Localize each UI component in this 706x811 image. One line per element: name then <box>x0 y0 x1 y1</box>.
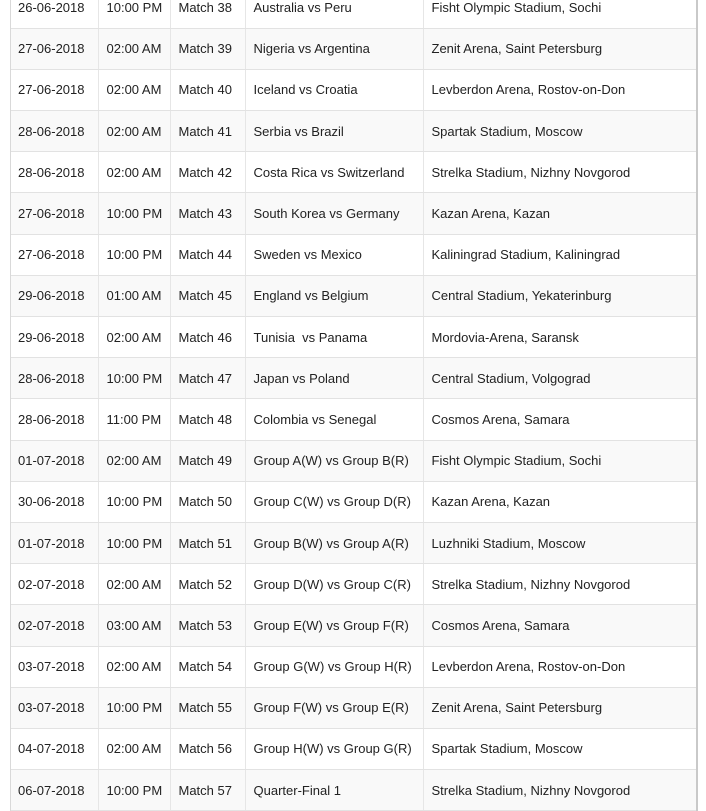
match-number: Match 41 <box>170 111 245 152</box>
match-number: Match 47 <box>170 358 245 399</box>
match-time: 02:00 AM <box>98 440 170 481</box>
table-row <box>10 522 698 563</box>
table-row <box>10 358 698 399</box>
match-date: 04-07-2018 <box>10 728 98 769</box>
match-venue: Strelka Stadium, Nizhny Novgorod <box>423 564 698 605</box>
match-number: Match 40 <box>170 69 245 110</box>
match-number: Match 52 <box>170 564 245 605</box>
table-row <box>10 399 698 440</box>
match-date: 28-06-2018 <box>10 111 98 152</box>
match-teams: Group F(W) vs Group E(R) <box>245 687 423 728</box>
match-number: Match 39 <box>170 28 245 69</box>
match-time: 02:00 AM <box>98 69 170 110</box>
table-left-border <box>10 0 11 811</box>
match-date: 27-06-2018 <box>10 193 98 234</box>
match-time: 10:00 PM <box>98 522 170 563</box>
match-number: Match 48 <box>170 399 245 440</box>
match-number: Match 45 <box>170 275 245 316</box>
table-row <box>10 234 698 275</box>
match-time: 02:00 AM <box>98 564 170 605</box>
match-number: Match 51 <box>170 522 245 563</box>
match-venue: Kazan Arena, Kazan <box>423 193 698 234</box>
table-row <box>10 69 698 110</box>
match-date: 28-06-2018 <box>10 152 98 193</box>
table-row <box>10 193 698 234</box>
match-venue: Zenit Arena, Saint Petersburg <box>423 28 698 69</box>
table-row <box>10 646 698 687</box>
match-date: 30-06-2018 <box>10 481 98 522</box>
match-date: 28-06-2018 <box>10 399 98 440</box>
table-row <box>10 152 698 193</box>
match-time: 10:00 PM <box>98 0 170 28</box>
match-number: Match 49 <box>170 440 245 481</box>
table-row <box>10 481 698 522</box>
match-time: 10:00 PM <box>98 193 170 234</box>
table-row <box>10 687 698 728</box>
match-time: 02:00 AM <box>98 646 170 687</box>
table-row <box>10 728 698 769</box>
match-teams: Australia vs Peru <box>245 0 423 28</box>
schedule-body <box>10 0 698 811</box>
match-venue: Mordovia-Arena, Saransk <box>423 317 698 358</box>
match-venue: Spartak Stadium, Moscow <box>423 111 698 152</box>
table-row <box>10 28 698 69</box>
match-date: 01-07-2018 <box>10 522 98 563</box>
match-date: 06-07-2018 <box>10 770 98 811</box>
table-right-border <box>696 0 698 811</box>
match-venue: Central Stadium, Volgograd <box>423 358 698 399</box>
match-teams: Group B(W) vs Group A(R) <box>245 522 423 563</box>
match-venue: Central Stadium, Yekaterinburg <box>423 275 698 316</box>
match-teams: Tunisia vs Panama <box>245 317 423 358</box>
match-teams: Group E(W) vs Group F(R) <box>245 605 423 646</box>
table-row <box>10 275 698 316</box>
match-teams: Group H(W) vs Group G(R) <box>245 728 423 769</box>
match-teams: Iceland vs Croatia <box>245 69 423 110</box>
match-time: 02:00 AM <box>98 728 170 769</box>
table-row <box>10 770 698 811</box>
match-number: Match 44 <box>170 234 245 275</box>
match-number: Match 56 <box>170 728 245 769</box>
match-teams: Quarter-Final 1 <box>245 770 423 811</box>
match-number: Match 57 <box>170 770 245 811</box>
match-number: Match 54 <box>170 646 245 687</box>
match-number: Match 38 <box>170 0 245 28</box>
match-venue: Cosmos Arena, Samara <box>423 605 698 646</box>
match-time: 01:00 AM <box>98 275 170 316</box>
match-venue: Fisht Olympic Stadium, Sochi <box>423 440 698 481</box>
table-row <box>10 440 698 481</box>
match-venue: Spartak Stadium, Moscow <box>423 728 698 769</box>
match-date: 26-06-2018 <box>10 0 98 28</box>
match-teams: Serbia vs Brazil <box>245 111 423 152</box>
table-row <box>10 317 698 358</box>
match-time: 10:00 PM <box>98 358 170 399</box>
match-venue: Strelka Stadium, Nizhny Novgorod <box>423 770 698 811</box>
match-time: 02:00 AM <box>98 28 170 69</box>
match-venue: Cosmos Arena, Samara <box>423 399 698 440</box>
match-venue: Strelka Stadium, Nizhny Novgorod <box>423 152 698 193</box>
match-date: 29-06-2018 <box>10 317 98 358</box>
match-venue: Luzhniki Stadium, Moscow <box>423 522 698 563</box>
match-venue: Levberdon Arena, Rostov-on-Don <box>423 646 698 687</box>
match-teams: South Korea vs Germany <box>245 193 423 234</box>
match-date: 28-06-2018 <box>10 358 98 399</box>
match-number: Match 43 <box>170 193 245 234</box>
match-teams: England vs Belgium <box>245 275 423 316</box>
match-teams: Group A(W) vs Group B(R) <box>245 440 423 481</box>
match-time: 10:00 PM <box>98 770 170 811</box>
match-time: 03:00 AM <box>98 605 170 646</box>
table-row <box>10 111 698 152</box>
table-row <box>10 564 698 605</box>
match-schedule-table <box>10 0 698 811</box>
match-date: 27-06-2018 <box>10 234 98 275</box>
match-time: 02:00 AM <box>98 317 170 358</box>
match-date: 29-06-2018 <box>10 275 98 316</box>
match-number: Match 53 <box>170 605 245 646</box>
match-teams: Sweden vs Mexico <box>245 234 423 275</box>
match-date: 03-07-2018 <box>10 646 98 687</box>
match-date: 02-07-2018 <box>10 564 98 605</box>
match-teams: Costa Rica vs Switzerland <box>245 152 423 193</box>
match-time: 10:00 PM <box>98 481 170 522</box>
match-teams: Group D(W) vs Group C(R) <box>245 564 423 605</box>
match-time: 02:00 AM <box>98 152 170 193</box>
match-venue: Kazan Arena, Kazan <box>423 481 698 522</box>
match-venue: Levberdon Arena, Rostov-on-Don <box>423 69 698 110</box>
match-date: 01-07-2018 <box>10 440 98 481</box>
match-number: Match 50 <box>170 481 245 522</box>
match-venue: Kaliningrad Stadium, Kaliningrad <box>423 234 698 275</box>
match-teams: Colombia vs Senegal <box>245 399 423 440</box>
match-date: 27-06-2018 <box>10 69 98 110</box>
match-date: 27-06-2018 <box>10 28 98 69</box>
match-date: 02-07-2018 <box>10 605 98 646</box>
table-row <box>10 0 698 28</box>
match-time: 10:00 PM <box>98 687 170 728</box>
match-time: 11:00 PM <box>98 399 170 440</box>
match-time: 02:00 AM <box>98 111 170 152</box>
match-number: Match 46 <box>170 317 245 358</box>
match-teams: Japan vs Poland <box>245 358 423 399</box>
match-number: Match 42 <box>170 152 245 193</box>
match-teams: Group C(W) vs Group D(R) <box>245 481 423 522</box>
match-teams: Nigeria vs Argentina <box>245 28 423 69</box>
match-date: 03-07-2018 <box>10 687 98 728</box>
match-venue: Zenit Arena, Saint Petersburg <box>423 687 698 728</box>
match-number: Match 55 <box>170 687 245 728</box>
table-row <box>10 605 698 646</box>
match-teams: Group G(W) vs Group H(R) <box>245 646 423 687</box>
match-time: 10:00 PM <box>98 234 170 275</box>
match-venue: Fisht Olympic Stadium, Sochi <box>423 0 698 28</box>
